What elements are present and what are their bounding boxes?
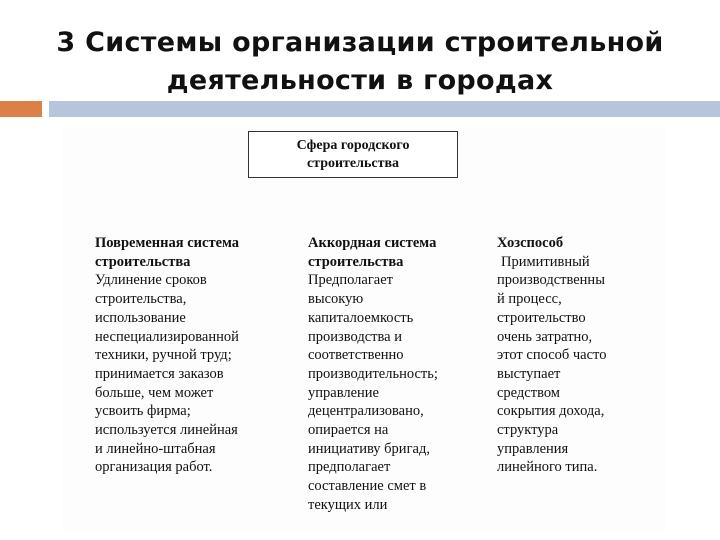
column-heading-line: Повременная система <box>95 235 240 251</box>
column-text-line: выступает <box>497 365 561 382</box>
column-text-line: й процесс, <box>497 291 562 308</box>
root-node-box <box>248 131 458 178</box>
column-text-line: и линейно-штабная <box>95 440 216 457</box>
column-text-line: использование <box>95 309 186 326</box>
column-text-line: децентрализовано, <box>308 403 424 420</box>
slide-title-line-2: деятельности в городах <box>166 65 554 96</box>
column-text-line: управления <box>497 440 569 457</box>
accent-bar-orange <box>0 101 42 117</box>
column-text-line: неспециализированной <box>95 328 239 345</box>
column-text-line: средством <box>497 384 560 401</box>
slide-title-line-1: 3 Системы организации строительной <box>56 27 664 58</box>
column-text-line: сокрытия дохода, <box>497 403 605 420</box>
column-text-line: Предполагает <box>308 272 393 289</box>
column-text-line: предполагает <box>308 459 391 476</box>
column-text-line: производительность; <box>308 365 438 382</box>
accent-bar-blue <box>49 101 720 117</box>
root-node-line-1: Сфера городского <box>296 137 410 153</box>
column-text-line: текущих или <box>308 496 388 513</box>
column-text-line: капиталоемкость <box>308 309 414 326</box>
column-text-line: опирается на <box>308 422 389 439</box>
slide-title <box>30 24 690 100</box>
column-text-line: производственны <box>497 272 605 289</box>
column-heading-line: строительства <box>308 253 404 270</box>
column-text-line: Примитивный <box>501 253 590 270</box>
column-text-line: составление смет в <box>308 478 427 495</box>
column-text-line: больше, чем может <box>95 384 214 401</box>
column-text-line: Удлинение сроков <box>95 272 207 289</box>
column-text-line: организация работ. <box>95 459 213 476</box>
column-text-line: инициативу бригад, <box>308 440 430 457</box>
column-text-line: техники, ручной труд; <box>95 347 232 364</box>
column-text-line: строительство <box>497 309 586 326</box>
column-heading-line: Аккордная система <box>308 235 437 251</box>
column-heading-line: строительства <box>95 253 191 270</box>
column-text-line: управление <box>308 384 379 401</box>
column-text-line: линейного типа. <box>497 459 598 476</box>
column-text-line: этот способ часто <box>497 347 607 364</box>
root-node-line-2: строительства <box>306 155 400 171</box>
column-text-line: высокую <box>308 291 364 308</box>
column-text-line: соответственно <box>308 347 404 364</box>
column-text-line: усвоить фирма; <box>95 403 191 420</box>
column-in-house-method <box>497 234 667 477</box>
column-lump-sum-system <box>308 234 488 515</box>
column-time-based-system <box>95 234 300 477</box>
column-text-line: строительства, <box>95 291 187 308</box>
column-text-line: производства и <box>308 328 402 345</box>
column-text-line: очень затратно, <box>497 328 593 345</box>
column-text-line: используется линейная <box>95 422 238 439</box>
column-heading-line: Хозспособ <box>497 235 564 251</box>
column-text-line: принимается заказов <box>95 365 224 382</box>
column-text-line: структура <box>497 422 559 439</box>
